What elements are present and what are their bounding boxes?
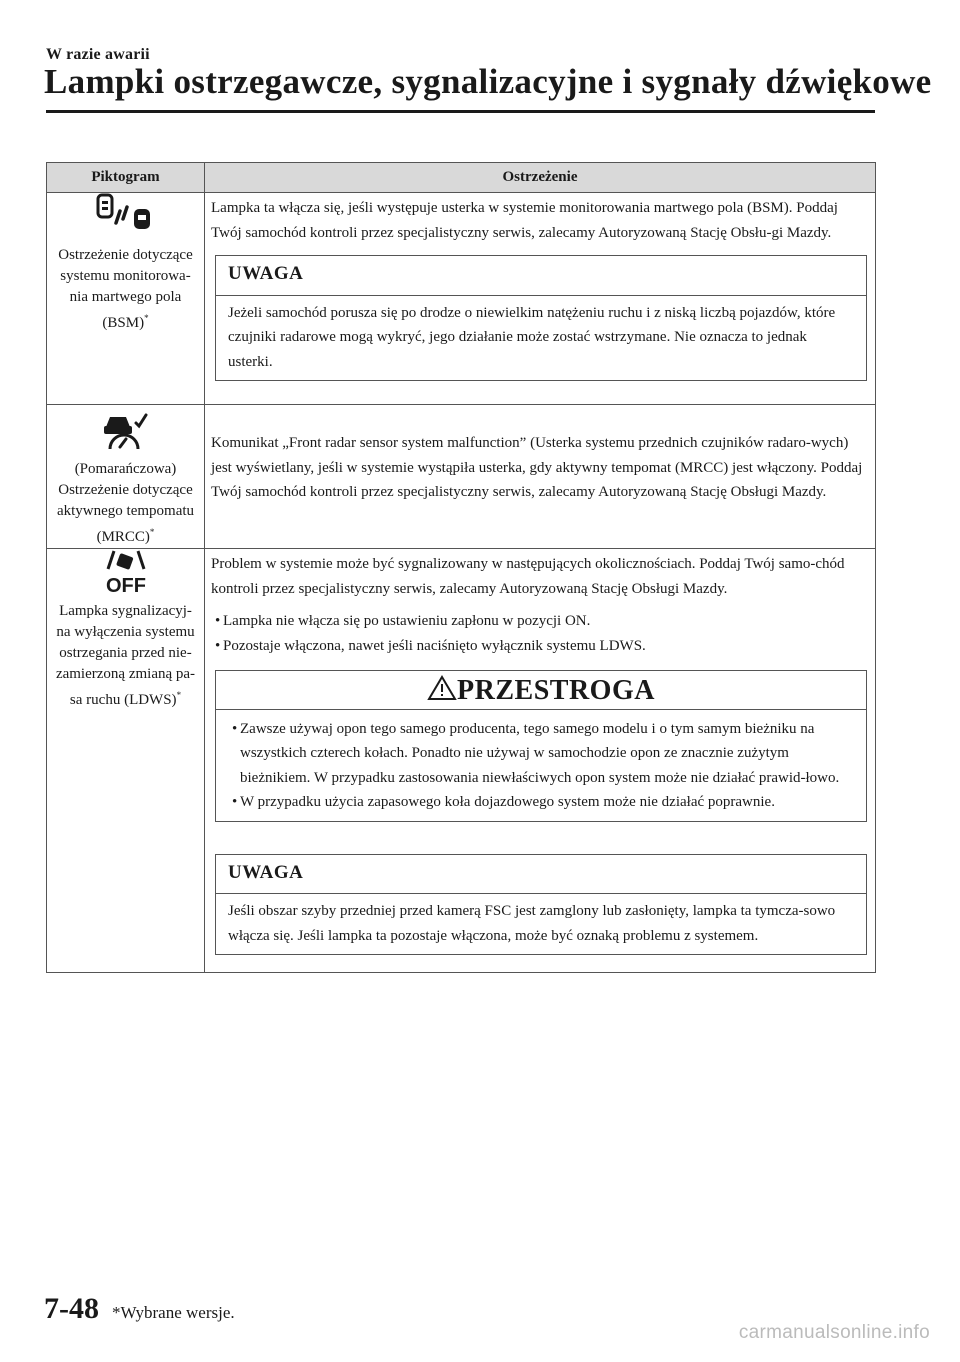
warning-table [46,162,876,973]
table-row [47,549,876,973]
note-text: Jeżeli samochód porusza się po drodze o niewielkim natężeniu ruchu i z niską liczbą pojazdów, które czujniki radarowe mogą wykryć, jego działanie może zostać wstrzymane. Nie oznacza to jednak usterki. [228,304,836,370]
ldws-off-icon [100,549,152,595]
bullet-list [211,609,867,658]
caution-body [216,710,866,821]
label-line: Lampka sygnalizacyj- [59,603,192,619]
title-rule [46,110,875,113]
label-line: ostrzegania przed nie- [59,645,192,661]
footnote-star: * [149,527,155,537]
label-line: (MRCC) [96,529,150,545]
icon-cell-ldws [47,549,205,973]
label-line: (Pomarańczowa) [74,461,177,477]
label-line: na wyłączenia systemu [56,624,195,640]
label-line: sa ruchu (LDWS) [69,692,177,708]
label-line: zamierzoną zmianą pa- [55,666,196,682]
mrcc-warning-icon [98,411,154,451]
caution-box [215,670,867,822]
section-label: W razie awarii [46,46,150,63]
table-header-row [47,163,876,193]
list-item: • Lampka nie włącza się po ustawieniu zapłonu w pozycji ON. [211,609,867,634]
list-item: • Pozostaje włączona, nawet jeśli naciśnięto wyłącznik systemu LDWS. [211,634,867,659]
watermark: carmanualsonline.info [738,1322,930,1343]
col-header-icon: Piktogram [47,163,205,193]
note-box [215,255,867,381]
label-line: (BSM) [102,315,145,331]
icon-cell-mrcc [47,405,205,549]
caution-heading [216,671,866,710]
desc-cell-ldws [205,549,876,973]
page-number: 7-48 [44,1292,99,1325]
footnote: *Wybrane wersje. [112,1303,235,1322]
table-row [47,405,876,549]
label-line: Ostrzeżenie dotyczące [58,247,193,263]
label-line: aktywnego tempomatu [56,503,195,519]
list-item: • W przypadku użycia zapasowego koła dojazdowego system może nie działać poprawnie. [228,790,854,815]
ldws-off-text: OFF [105,575,146,595]
description-text: Problem w systemie może być sygnalizowany w następujących okolicznościach. Poddaj Twój samo-chód kontroli przez specjalistyczny serwis, zalecamy Autoryzowaną Stację Obsługi Mazdy. [211,556,845,597]
label-line: systemu monitorowa- [60,268,191,284]
footnote-star: * [176,690,182,700]
label-line: nia martwego pola [69,289,182,305]
caution-list [228,717,854,815]
bsm-warning-icon [94,193,158,233]
description-text: Lampka ta włącza się, jeśli występuje usterka w systemie monitorowania martwego pola (BSM). Poddaj Twój samochód kontroli przez specjalistyczny serwis, zalecamy Autoryzowaną Stację Obsłu-gi Mazdy. [211,200,838,241]
col-header-warning: Ostrzeżenie [205,163,876,193]
label-line: Ostrzeżenie dotyczące [58,482,193,498]
list-item: • Zawsze używaj opon tego samego producenta, tego samego modelu i o tym samym bieżniku na wszystkich czterech kołach. Ponadto nie używaj w samochodzie opon ze znacznie zużytym bieżnikiem. W przypadku zastosowania niewłaściwych opon system może nie działać prawid-łowo. [228,717,854,791]
description-text: Komunikat „Front radar sensor system malfunction” (Usterka systemu przednich czujników radaro-wych) jest wyświetlany, jeśli w systemie wystąpiła usterka, gdy aktywny tempomat (MRCC) jest włączony. Poddaj Twój samochód kontroli przez specjalistyczny serwis, zalecamy Autoryzowaną Stację Obsługi Mazdy. [211,435,863,500]
table-row [47,193,876,405]
caution-heading-text: PRZESTROGA [457,675,655,706]
warning-triangle-icon [427,675,457,701]
desc-cell-mrcc [205,405,876,549]
note-box [215,854,867,956]
note-heading: UWAGA [216,855,866,895]
note-heading: UWAGA [216,256,866,296]
footnote-star: * [144,313,149,323]
icon-cell-bsm [47,193,205,405]
desc-cell-bsm [205,193,876,405]
page-title: Lampki ostrzegawcze, sygnalizacyjne i sygnały dźwiękowe [44,62,932,101]
note-text: Jeśli obszar szyby przedniej przed kamerą FSC jest zamglony lub zasłonięty, lampka ta tymcza-sowo włącza się. Jeśli lampka ta pozostaje włączona, może być oznaką problemu z systemem. [228,903,836,944]
